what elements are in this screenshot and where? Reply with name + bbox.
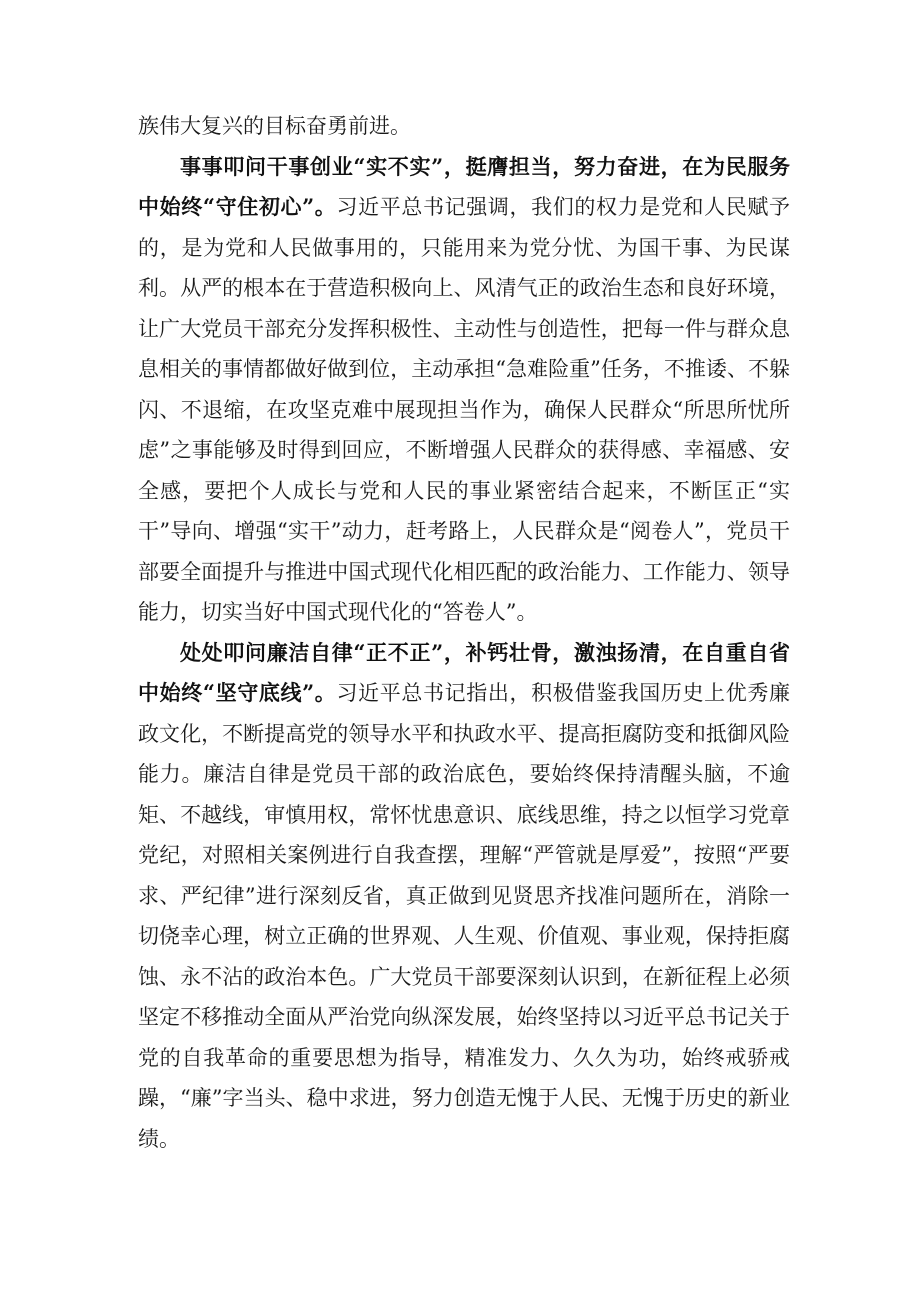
paragraph-continuation: [138, 106, 790, 147]
paragraph-text: 习近平总书记强调，我们的权力是党和人民赋予的，是为党和人民做事用的，只能用来为党分忧、为国干事、为民谋利。从严的根本在于营造积极向上、风清气正的政治生态和良好环境，让广大党员干部充分发挥积极性、主动性与创造性，把每一件与群众息息相关的事情都做好做到位，主动承担“急难险重”任务，不推诿、不躲闪、不退缩，在攻坚克难中展现担当作为，确保人民群众“所思所忧所虑”之事能够及时得到回应，不断增强人民群众的获得感、幸福感、安全感，要把个人成长与党和人民的事业紧密结合起来，不断匡正“实干”导向、增强“实干”动力，赶考路上，人民群众是“阅卷人”，党员干部要全面提升与推进中国式现代化相匹配的政治能力、工作能力、领导能力，切实当好中国式现代化的“答卷人”。: [138, 195, 790, 624]
paragraph-text: 习近平总书记指出，积极借鉴我国历史上优秀廉政文化，不断提高党的领导水平和执政水平、提高拒腐防变和抵御风险能力。廉洁自律是党员干部的政治底色，要始终保持清醒头脑，不逾矩、不越线，审慎用权，常怀忧患意识、底线思维，持之以恒学习党章党纪，对照相关案例进行自我查摆，理解“严管就是厚爱”，按照“严要求、严纪律”进行深刻反省，真正做到见贤思齐找准问题所在，消除一切侥幸心理，树立正确的世界观、人生观、价值观、事业观，保持拒腐蚀、永不沾的政治本色。广大党员干部要深刻认识到，在新征程上必须坚定不移推动全面从严治党向纵深发展，始终坚持以习近平总书记关于党的自我革命的重要思想为指导，精准发力、久久为功，始终戒骄戒躁，“廉”字当头、稳中求进，努力创造无愧于人民、无愧于历史的新业绩。: [138, 681, 790, 1151]
paragraph-text: 族伟大复兴的目标奋勇前进。: [138, 114, 411, 138]
paragraph-lead-heading: 处处叩问廉洁自律“正不正”，补钙壮骨，激浊扬清，在自重自省中始终“坚守底线”。: [138, 639, 790, 705]
paragraph-lead-heading: 事事叩问干事创业“实不实”，挺膺担当，努力奋进，在为民服务中始终“守住初心”。: [138, 153, 790, 219]
document-body: [138, 106, 790, 1159]
paragraph-serve-people: [138, 147, 790, 633]
paragraph-integrity: [138, 633, 790, 1160]
